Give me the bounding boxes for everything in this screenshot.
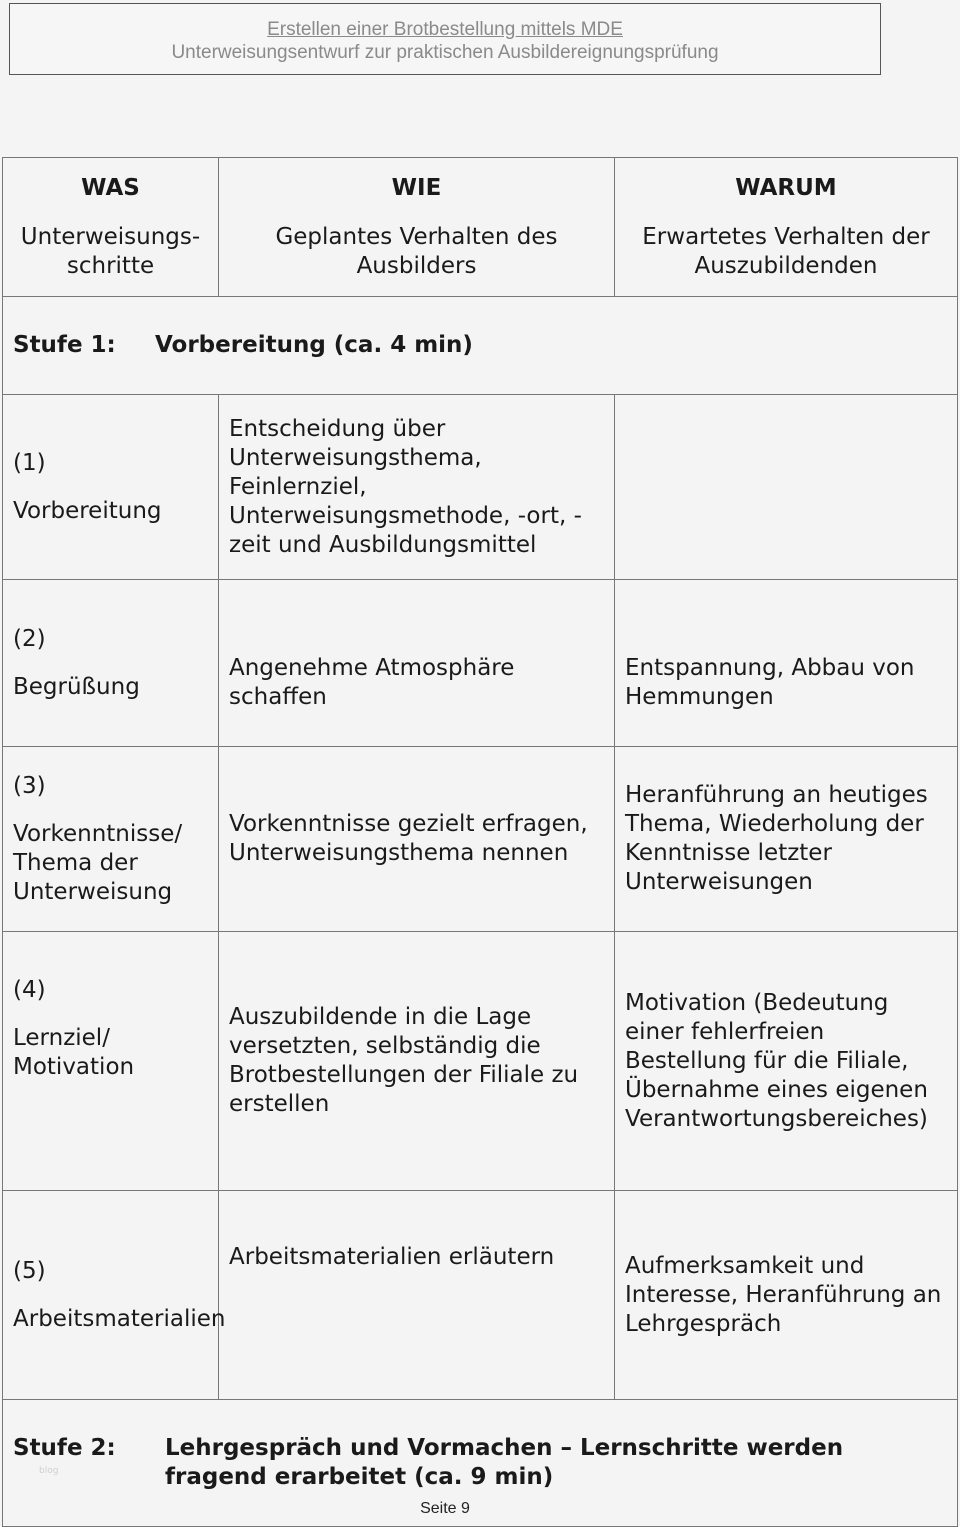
stage-1-label: Stufe 1: [13,332,116,358]
stage-1-text: Vorbereitung (ca. 4 min) [155,332,473,358]
step-cell: (3) Vorkenntnisse/ Thema der Unterweisung [3,747,219,932]
document-header [9,3,881,75]
step-cell: (2) Begrüßung [3,580,219,747]
table-row [3,580,958,747]
table-header-row [3,158,958,297]
reason-cell: Motivation (Bedeutung einer fehlerfreien Bestellung für die Filiale, Übernahme eines eigenen Verantwortungsbereiches) [615,932,958,1191]
instruction-plan-table [2,157,958,1527]
method-cell: Auszubildende in die Lage versetzten, selbständig die Brotbestellungen der Filiale zu erstellen [219,932,615,1191]
page-number: Seite 9 [420,1500,470,1517]
document-title: Erstellen einer Brotbestellung mittels MDE [267,19,623,40]
step-cell: (5) Arbeitsmaterialien [3,1191,219,1400]
stage-1-row [3,297,958,395]
header-was: WAS Unterweisungs- schritte [3,158,219,297]
stage-2-text: Lehrgespräch und Vormachen – Lernschritte werden fragend erarbeitet (ca. 9 min) [165,1435,844,1490]
method-cell: Vorkenntnisse gezielt erfragen, Unterweisungsthema nennen [219,747,615,932]
header-wie: WIE Geplantes Verhalten des Ausbilders [219,158,615,297]
table-row [3,747,958,932]
step-cell: (1) Vorbereitung [3,395,219,580]
step-cell: (4) Lernziel/ Motivation [3,932,219,1191]
method-cell: Entscheidung über Unterweisungsthema, Feinlernziel, Unterweisungsmethode, -ort, -zeit und Ausbildungsmittel [219,395,615,580]
reason-cell: Entspannung, Abbau von Hemmungen [615,580,958,747]
table-row [3,395,958,580]
reason-cell: Aufmerksamkeit und Interesse, Heranführung an Lehrgespräch [615,1191,958,1400]
table-row [3,1191,958,1400]
method-cell: Angenehme Atmosphäre schaffen [219,580,615,747]
reason-cell [615,395,958,580]
reason-cell: Heranführung an heutiges Thema, Wiederholung der Kenntnisse letzter Unterweisungen [615,747,958,932]
watermark: blog [39,1466,59,1476]
stage-2-label: Stufe 2: [13,1435,116,1461]
document-subtitle: Unterweisungsentwurf zur praktischen Ausbildereignungsprüfung [171,42,719,63]
method-cell: Arbeitsmaterialien erläutern [219,1191,615,1400]
header-warum: WARUM Erwartetes Verhalten der Auszubildenden [615,158,958,297]
table-row [3,932,958,1191]
